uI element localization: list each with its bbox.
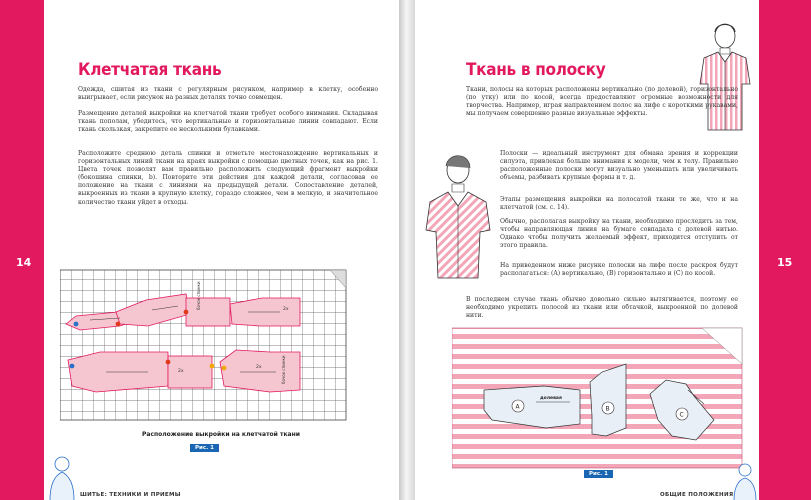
piece-label-b: B	[605, 405, 610, 413]
heading-striped: Ткань в полоску	[466, 60, 606, 80]
paragraph-striped-2: Полоски — идеальный инструмент для обмана зрения и коррекции силуэта, привлекая больше внимания к модели, чем к телу. Правильно расположенные полоски могут визуально уменьшать или увеличивать объемы, разбивать крупные формы и т. д.	[500, 150, 738, 182]
paragraph-striped-3: Этапы размещения выкройки на полосатой ткани те же, что и на клетчатой (см. с. 14).	[500, 196, 738, 212]
match-dot	[210, 364, 215, 369]
paragraph-striped-6: В последнем случае ткань обычно довольно сильно вытягивается, поэтому ее необходимо укрепить полосой из ткани или обтачкой, выкроенной по долевой нити.	[466, 296, 738, 320]
piece-label-c: C	[679, 411, 684, 419]
page-number-left: 14	[16, 256, 32, 269]
pattern-piece-front-right	[220, 350, 300, 392]
piece-label: 2x	[283, 307, 289, 312]
figure-caption-plaid: Расположение выкройки на клетчатой ткани	[142, 431, 300, 438]
piece-label: 2x	[178, 369, 184, 374]
pattern-piece-front-mid	[168, 356, 212, 388]
match-dot	[70, 364, 75, 369]
piece-label: бочок спинки	[281, 355, 286, 384]
grain-label: долевая	[540, 396, 562, 401]
plaid-pattern-figure	[60, 268, 360, 423]
figure-label-right: Рис. 1	[584, 470, 613, 478]
book-gutter	[399, 0, 415, 500]
match-dot	[166, 360, 171, 365]
match-dot	[222, 366, 227, 371]
fashion-sketch-left-corner	[44, 452, 78, 500]
paragraph-striped-4: Обычно, располагая выкройку на ткани, необходимо проследить за тем, чтобы направляющая линия на бумаге совпадала с долевой нитью. Однако чтобы получить желаемый эффект, приходится отступить от этого правила.	[500, 218, 738, 250]
pattern-piece-top-right-a	[186, 298, 230, 326]
paragraph-striped-1: Ткани, полосы на которых расположены вертикально (по долевой), горизонтально (по утку) или по косой, всегда предоставляют огромные возможности для творчества. Например, играя направлением полос на лифе с короткими рукавами, мы получаем совершенно разные визуальные эффекты.	[466, 86, 738, 118]
match-dot	[184, 310, 189, 315]
fashion-sketch-right-corner	[730, 460, 760, 500]
heading-plaid: Клетчатая ткань	[78, 60, 222, 80]
match-dot	[74, 322, 79, 327]
striped-pattern-figure	[452, 324, 748, 474]
match-dot	[116, 322, 121, 327]
paragraph-plaid-1: Одежда, сшитая из ткани с регулярным рисунком, например в клетку, особенно выигрывает, если рисунок на разных деталях точно совмещен.	[78, 86, 378, 102]
piece-label: бочок спинки	[196, 281, 201, 310]
diagonal-stripe-illustration	[422, 150, 494, 282]
paragraph-plaid-2: Размещение деталей выкройки на клетчатой ткани требует особого внимания. Складывая ткань пополам, убедитесь, что вертикальные и горизонтальные линии совпадают. Если ткань скользкая, закрепите ее несколькими булавками.	[78, 110, 378, 134]
figure-label-left: Рис. 1	[190, 444, 219, 452]
piece-label-a: A	[515, 403, 520, 411]
piece-label: 2x	[256, 365, 262, 370]
paragraph-striped-5: На приведенном ниже рисунке полоски на лифе после раскроя будут располагаться: (A) вертикально, (B) горизонтально и (C) по косой.	[500, 262, 738, 278]
page-number-right: 15	[777, 256, 793, 269]
footer-right: ОБЩИЕ ПОЛОЖЕНИЯ	[660, 492, 734, 498]
footer-left: ШИТЬЕ: ТЕХНИКИ И ПРИЕМЫ	[80, 492, 181, 498]
paragraph-plaid-3: Расположите среднюю деталь спинки и отметьте местонахождение вертикальных и горизонтальных линий ткани на краях выкройки с помощью цветных точек, как на рис. 1. Цвета точек позволят вам правильно расположить следующий фрагмент выкройки (бокошина спинки, b). Повторите эти действия для каждой детали, согласовав ее положение на ткани с линиями на предыдущей детали. Сопоставление деталей, выкроенных из ткани в крупную клетку, гораздо сложнее, чем в мелкую, и значительное количество ткани уйдет в отходы.	[78, 150, 378, 206]
